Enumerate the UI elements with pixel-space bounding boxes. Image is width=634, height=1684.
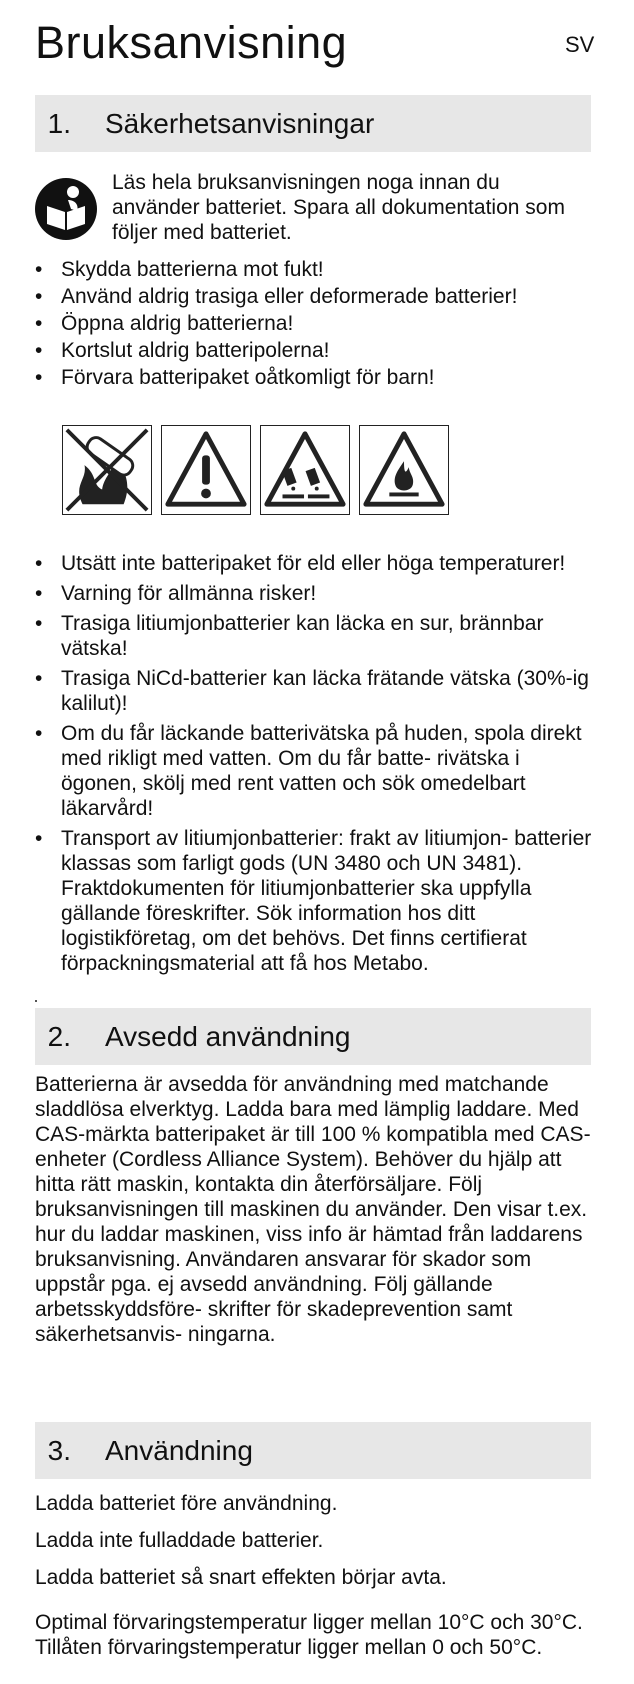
section-2-number: 2. bbox=[47, 1020, 71, 1052]
usage-line-2: Ladda inte fulladdade batterier. bbox=[35, 1529, 324, 1552]
safety-intro-text: Läs hela bruksanvisningen noga innan du använder batteriet. Spara all dokumentation som följer med batteriet. bbox=[112, 171, 565, 244]
no-fire-icon bbox=[62, 425, 152, 515]
list-item: • Kortslut aldrig batteripolerna! bbox=[35, 338, 600, 363]
corrosive-warning-icon bbox=[260, 425, 350, 515]
list-item: • Använd aldrig trasiga eller deformerade batterier! bbox=[35, 284, 600, 309]
section-3-number: 3. bbox=[47, 1434, 71, 1466]
safety-list-b bbox=[35, 551, 600, 976]
list-item: • Utsätt inte batteripaket för eld eller höga temperaturer! bbox=[35, 551, 600, 576]
safety-list-a bbox=[35, 257, 600, 390]
section-2-header bbox=[35, 1008, 591, 1065]
section-1-header bbox=[35, 95, 591, 152]
flammable-warning-icon bbox=[359, 425, 449, 515]
general-warning-icon bbox=[161, 425, 251, 515]
storage-temperature-text: Optimal förvaringstemperatur ligger mellan 10°C och 30°C. Tillåten förvaringstemperatur ligger mellan 0 och 50°C. bbox=[35, 1611, 583, 1659]
section-2-title: Avsedd användning bbox=[105, 1020, 351, 1052]
page-title: Bruksanvisning bbox=[35, 17, 348, 68]
usage-line-3: Ladda batteriet så snart effekten börjar avta. bbox=[35, 1566, 447, 1589]
section-1-title: Säkerhetsanvisningar bbox=[105, 107, 375, 139]
stray-mark bbox=[35, 1000, 37, 1002]
intended-use-text: Batterierna är avsedda för användning med matchande sladdlösa elverktyg. Ladda bara med lämplig laddare. Med CAS-märkta batteripaket är till 100 % kompatibla med CAS-enheter (Cordless Alliance System). Behöver du hjälp att hitta rätt maskin, kontakta din återförsäljare. Följ bruksanvisningen till maskinen du använder. Den visar t.ex. hur du laddar maskinen, viss info är hämtad från laddarens bruksanvisning. Användaren ansvarar för skador som uppstår pga. ej avsedd användning. Följ gällande arbetsskyddsföre- skrifter för skadeprevention samt säkerhetsanvis- ningarna. bbox=[35, 1073, 591, 1346]
list-item: • Om du får läckande batterivätska på huden, spola direkt med rikligt med vatten. Om du får batte- rivätska i ögonen, skölj med rent vatten och sök omedelbart läkarvård! bbox=[35, 721, 600, 821]
list-item: • Öppna aldrig batterierna! bbox=[35, 311, 600, 336]
section-3-header bbox=[35, 1422, 591, 1479]
section-1-number: 1. bbox=[47, 107, 71, 139]
section-3-title: Användning bbox=[105, 1434, 253, 1466]
language-code: SV bbox=[565, 32, 595, 57]
list-item: • Trasiga NiCd-batterier kan läcka frätande vätska (30%-ig kalilut)! bbox=[35, 666, 600, 716]
list-item: • Trasiga litiumjonbatterier kan läcka en sur, brännbar vätska! bbox=[35, 611, 600, 661]
list-item: • Skydda batterierna mot fukt! bbox=[35, 257, 600, 282]
usage-line-1: Ladda batteriet före användning. bbox=[35, 1492, 338, 1515]
read-manual-icon bbox=[35, 178, 97, 240]
list-item: • Förvara batteripaket oåtkomligt för barn! bbox=[35, 365, 600, 390]
list-item: • Transport av litiumjonbatterier: frakt av litiumjon- batterier klassas som farligt gods (UN 3480 och UN 3481). Fraktdokumenten för litiumjonbatterier ska uppfylla gällande föreskrifter. Sök information hos ditt logistikföretag, om det behövs. Det finns certifierat förpackningsmaterial att få hos Metabo. bbox=[35, 826, 600, 976]
list-item: • Varning för allmänna risker! bbox=[35, 581, 600, 606]
